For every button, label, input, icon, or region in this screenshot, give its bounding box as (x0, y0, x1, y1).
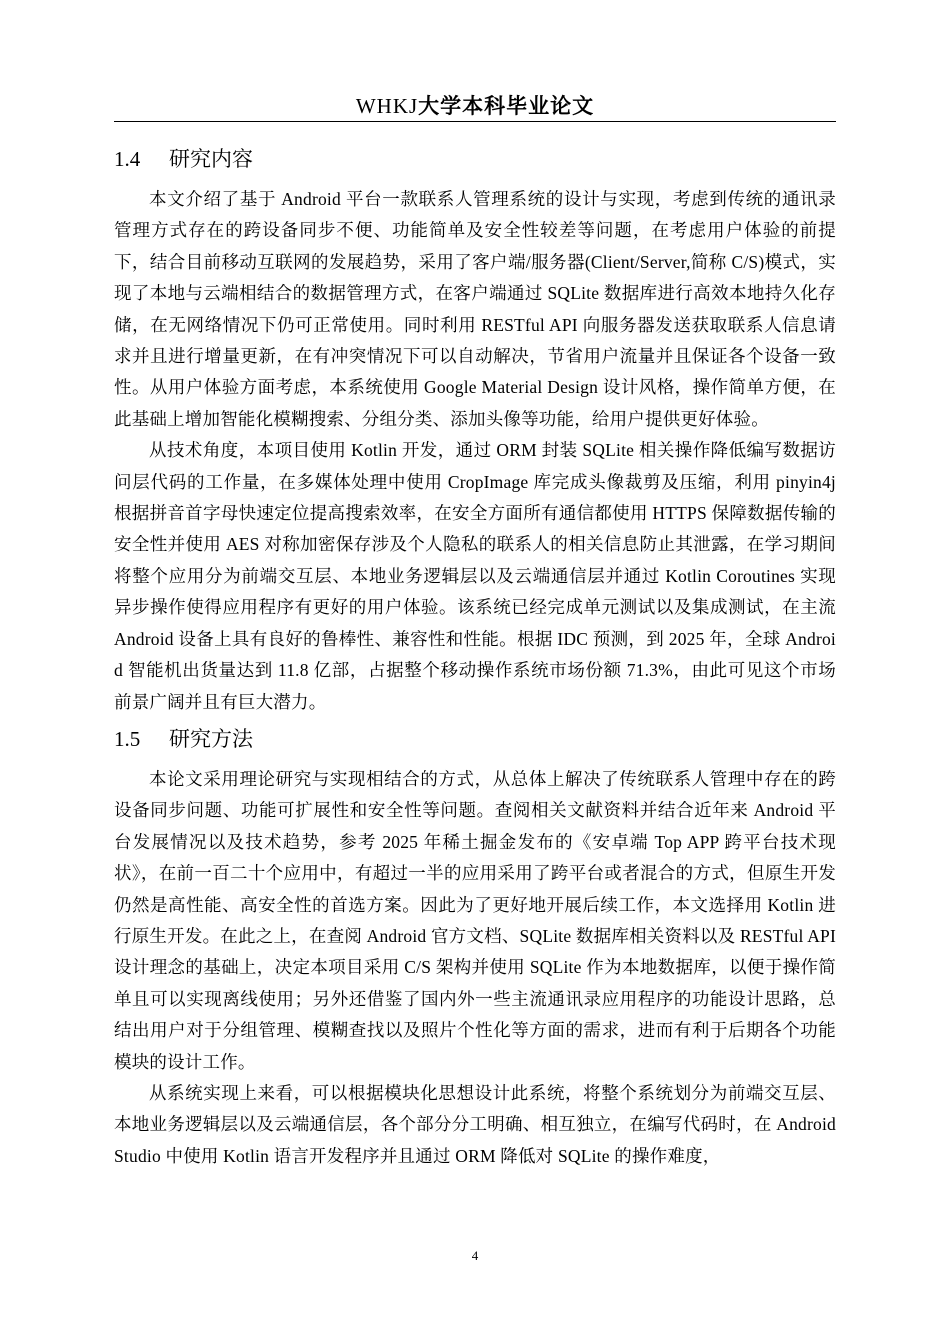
section-number: 1.5 (114, 726, 141, 751)
header-prefix: WHKJ (355, 94, 419, 118)
paragraph: 本论文采用理论研究与实现相结合的方式，从总体上解决了传统联系人管理中存在的跨设备同步问题、功能可扩展性和安全性等问题。查阅相关文献资料并结合近年来 Android 平台发展情况以及技术趋势，参考 2025 年稀土掘金发布的《安卓端 Top APP 跨平台技术现状》，在前一百二十个应用中，有超过一半的应用采用了跨平台或者混合的方式，但原生开发仍然是高性能、高安全性的首选方案。因此为了更好地开展后续工作，本文选择用 Kotlin 进行原生开发。在此之上，在查阅 Android 官方文档、SQLite 数据库相关资料以及 RESTful API 设计理念的基础上，决定本项目采用 C/S 架构并使用 SQLite 作为本地数据库，以便于操作简单且可以实现离线使用；另外还借鉴了国内外一些主流通讯录应用程序的功能设计思路，总结出用户对于分组管理、模糊查找以及照片个性化等方面的需求，进而有利于后期各个功能模块的设计工作。 (114, 768, 836, 1072)
section-title: 研究方法 (169, 726, 253, 751)
running-header (114, 92, 836, 120)
paragraph: 从技术角度，本项目使用 Kotlin 开发，通过 ORM 封装 SQLite 相关操作降低编写数据访问层代码的工作量，在多媒体处理中使用 CropImage 库完成头像裁剪及压缩，利用 pinyin4j 根据拼音首字母快速定位提高搜索效率，在安全方面所有通信都使用 HTTPS 保障数据传输的安全性并使用 AES 对称加密保存涉及个人隐私的联系人的相关信息防止其泄露，在学习期间将整个应用分为前端交互层、本地业务逻辑层以及云端通信层并通过 Kotlin Coroutines 实现异步操作使得应用程序有更好的用户体验。该系统已经完成单元测试以及集成测试，在主流 Android 设备上具有良好的鲁棒性、兼容性和性能。根据 IDC 预测，到 2025 年，全球 Android 智能机出货量达到 11.8 亿部，占据整个移动操作系统市场份额 71.3%，由此可见这个市场前景广阔并且有巨大潜力。 (114, 440, 836, 712)
section-heading-1-5 (114, 724, 836, 754)
paragraph: 本文介绍了基于 Android 平台一款联系人管理系统的设计与实现，考虑到传统的通讯录管理方式存在的跨设备同步不便、功能简单及安全性较差等问题，在考虑用户体验的前提下，结合目前移动互联网的发展趋势，采用了客户端/服务器(Client/Server,简称 C/S)模式，实现了本地与云端相结合的数据管理方式，在客户端通过 SQLite 数据库进行高效本地持久化存储，在无网络情况下仍可正常使用。同时利用 RESTful API 向服务器发送获取联系人信息请求并且进行增量更新，在有冲突情况下可以自动解决，节省用户流量并且保证各个设备一致性。从用户体验方面考虑，本系统使用 Google Material Design 设计风格，操作简单方便，在此基础上增加智能化模糊搜索、分组分类、添加头像等功能，给用户提供更好体验。 (114, 189, 836, 429)
paragraph: 从系统实现上来看，可以根据模块化思想设计此系统，将整个系统划分为前端交互层、本地业务逻辑层以及云端通信层，各个部分分工明确、相互独立，在编写代码时，在 Android Studio 中使用 Kotlin 语言开发程序并且通过 ORM 降低对 SQLite 的操作难度， (114, 1082, 836, 1166)
section-title: 研究内容 (169, 147, 253, 171)
header-rule (114, 121, 836, 122)
section-number: 1.4 (114, 147, 141, 171)
page-body (114, 140, 836, 1172)
header-title: 大学本科毕业论文 (418, 94, 595, 118)
page-number: 4 (471, 1248, 479, 1263)
section-heading-1-4 (114, 144, 836, 174)
